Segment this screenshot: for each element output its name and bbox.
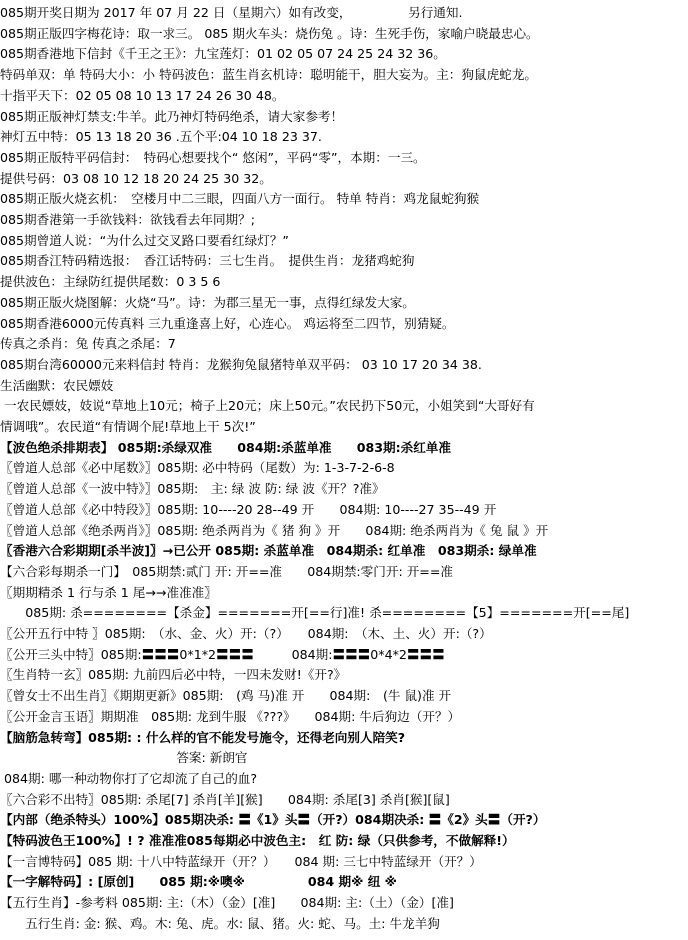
text-line-xiangjiang: 085期香江特码精选报： 香江话特码：三七生肖。 提供生肖：龙猪鸡蛇狗 [0, 253, 415, 269]
text-line-zeng-says: 085期曾道人说：“为什么过交叉路口要看红绿灯？” [0, 232, 289, 248]
text-line-fire-diagram: 085期正版火烧图解：火烧“马”。诗：为郡三星无一事，点得红绿发大家。 [0, 294, 415, 310]
text-line-wave-kill-table: 【波色绝杀排期表】 085期:杀绿双准 084期:杀蓝单准 083期:杀红单准 [0, 439, 451, 455]
text-line-lamp-five: 神灯五中特：05 13 18 20 36 .五个平:04 10 18 23 37. [0, 129, 322, 145]
text-line-special-attributes: 特码单双：单 特码大小：小 特码波色：蓝生肖玄机诗：聪明能干，胆大妄为。主：狗鼠虎蛇龙。 [0, 67, 537, 83]
text-line-tail-numbers: 〖曾道人总部《必中尾数》〗085期: 必中特码（尾数）为: 1-3-7-2-6-8 [0, 460, 395, 476]
text-line-provided-numbers: 提供号码：03 08 10 12 18 20 24 25 30 32。 [0, 170, 272, 186]
text-line-kill-one-door: 【六合彩每期杀一门】 085期禁:贰门 开: 开==准 084期禁:零门开: 开==准 [0, 563, 453, 579]
text-line-kill-detail: 085期: 杀========【杀金】=======开[==行]准! 杀========【5】=======开[==尾] [0, 605, 630, 621]
text-line-fax-kill: 传真之杀肖：兔 传真之杀尾：7 [0, 336, 176, 352]
text-line-ten-fingers: 十指平天下：02 05 08 10 13 17 24 26 30 48。 [0, 87, 285, 103]
text-line-one-wave: 〖曾道人总部《一波中特》〗085期: 主: 绿 波 防: 绿 波《开？?准》 [0, 481, 385, 497]
text-line-taiwan-envelope: 085期台湾60000元来料信封 特肖：龙猴狗兔鼠猪特单双平码： 03 10 17 20 34 38. [0, 356, 482, 372]
text-line-zodiac-mystery: 〖生肖特一玄〗085期: 九前四后必中特，一四未发财!《开?》 [0, 667, 347, 683]
text-line-lamp-ban: 085期正版神灯禁支:牛羊。此乃神灯特码绝杀，请大家参考！ [0, 108, 344, 124]
text-line-three-heads: 〖公开三头中特〗085期:〓〓〓0*1*2〓〓〓 084期:〓〓〓0*4*2〓〓〓 [0, 646, 445, 662]
text-line-wave-king: 【特码波色王100%】! ? 准准准085每期必中波色主: 红 防: 绿（只供参考，不做解释!） [0, 833, 515, 848]
text-line-special-envelope: 085期正版特平码信封： 特码心想要找个“ 悠闲”，平码“零”，本期：一三。 [0, 149, 426, 165]
text-line-teaser-084: 084期: 哪一种动物你打了它却流了自己的血? [0, 770, 258, 786]
text-line-one-word-bet: 【一言博特码】085 期: 十八中特蓝绿开（开？） 084 期: 三七中特蓝绿开（开？） [0, 853, 482, 869]
text-line-one-char: 【一字解特码】: [原创] 085 期:※噢※ 084 期※ 纽 ※ [0, 874, 397, 890]
text-line-humor-end: 情调哦”。农民道“有情调个屁!草地上干 5次!” [0, 419, 256, 434]
text-line-fire-riddle: 085期正版火烧玄机： 空楼月中二三眼，四面八方一面行。 特单 特肖：鸡龙鼠蛇狗猴 [0, 191, 480, 207]
text-line-no-special: 〖六合彩不出特〗085期: 杀尾[7] 杀肖[羊][猴] 084期: 杀尾[3] 杀肖[猴][鼠] [0, 791, 450, 807]
text-line-kill-row-tail: 〖期期精杀 1 行与杀 1 尾→→准准准〗 [0, 584, 217, 600]
text-line-ms-zeng: 〖曾女士不出生肖〗《期期更新》085期: (鸡 马)准 开 084期: (牛 鼠)准 开 [0, 688, 452, 704]
text-line-five-elements: 〖公开五行中特 〗085期: （水、金、火）开:（?） 084期: （木、土、火）开:（?） [0, 626, 492, 641]
text-line-wave-color: 提供波色：主绿防红提供尾数：0 3 5 6 [0, 274, 221, 290]
text-line-brain-teaser: 【脑筋急转弯】085期: : 什么样的官不能发号施令，还得老向别人陪笑? [0, 729, 406, 745]
text-line-teaser-answer: 答案: 新朗官 [0, 750, 248, 766]
text-line-plum-poem: 085期正版四字梅花诗：取一求三。 085 期火车头：烧伤兔 。诗：生死手伤，家喻户晓最忠心。 [0, 25, 539, 41]
text-line-half-wave-kill: 〖香港六合彩期期[杀半波]〗→已公开 085期: 杀蓝单准 084期杀: 红单准 083期杀: 绿单准 [0, 543, 537, 559]
text-line-special-segment: 〖曾道人总部《必中特段》〗085期: 10----20 28--49 开 084期: 10----27 35--49 开 [0, 501, 497, 517]
text-line-kill-two-zodiac: 〖曾道人总部《绝杀两肖》〗085期: 绝杀两肖为《 猪 狗 》开 084期: 绝杀两肖为《 兔 鼠 》开 [0, 522, 549, 538]
text-line-humor-body: 一农民嫖妓，妓说“草地上10元；椅子上20元；床上50元。”农民扔下50元，小姐笑到“大哥好有 [0, 398, 535, 414]
text-line-element-list: 五行生肖: 金: 猴、鸡。木: 兔、虎。水: 鼠、猪。火: 蛇、马。土: 牛龙羊狗 [0, 915, 440, 931]
text-line-hk-fax: 085期香港6000元传真料 三九重逢喜上好，心连心。 鸡运将至二四节，别猜疑。 [0, 315, 455, 331]
text-line-five-zodiac: 【五行生肖】-参考料 085期: 主:（木）（金）[准] 084期: 主:（土）（金）[准] [0, 895, 454, 911]
text-line-humor-title: 生活幽默：农民嫖妓 [0, 377, 114, 393]
text-line-hk-envelope: 085期香港地下信封《千王之王》：九宝莲灯：01 02 05 07 24 25 24 32 36。 [0, 46, 446, 62]
text-line-golden-words: 〖公开金言玉语〗期期准 085期: 龙到牛服 《???》 084期: 牛后狗边（开？） [0, 708, 461, 724]
text-line-draw-date: 085期开奖日期为 2017 年 07 月 22 日（星期六）如有改变， 另行通知. [0, 5, 463, 20]
text-line-kill-head: 【内部（绝杀特头）100%】085期决杀: 〓《1》头〓（开?）084期决杀: 〓《2》头〓（开?） [0, 812, 546, 828]
text-line-hk-first-hand: 085期香港第一手欲钱料：欲钱看去年同期？; [0, 212, 255, 227]
